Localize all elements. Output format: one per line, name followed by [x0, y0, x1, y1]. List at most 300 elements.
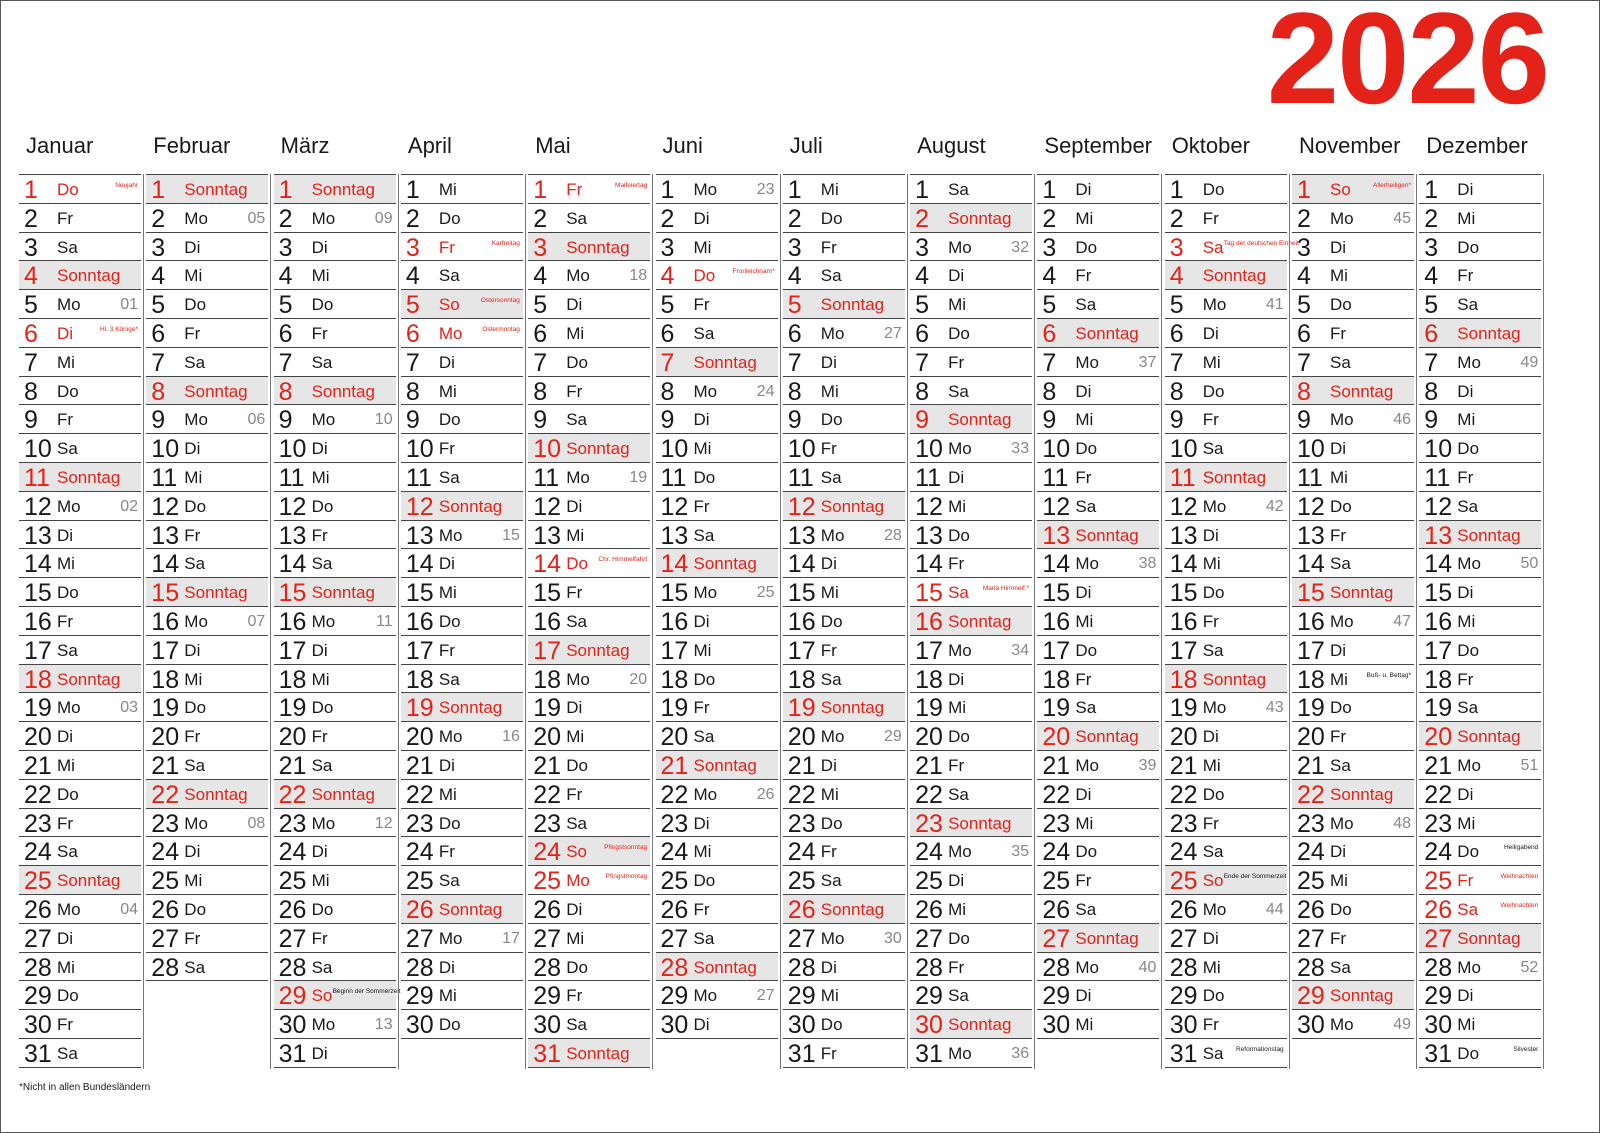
day-row[interactable] [910, 607, 1032, 636]
day-row[interactable] [528, 290, 650, 319]
day-row[interactable] [1037, 319, 1159, 348]
day-row[interactable] [910, 261, 1032, 290]
day-row[interactable] [401, 261, 523, 290]
day-row[interactable] [19, 981, 141, 1010]
day-row[interactable] [146, 837, 268, 866]
day-row[interactable] [146, 953, 268, 982]
day-row[interactable] [274, 405, 396, 434]
day-row[interactable] [1419, 204, 1541, 233]
day-row[interactable] [1292, 809, 1414, 838]
day-row[interactable] [1037, 636, 1159, 665]
day-row[interactable] [528, 751, 650, 780]
day-row[interactable] [656, 521, 778, 550]
day-row[interactable] [656, 607, 778, 636]
day-row[interactable] [1292, 837, 1414, 866]
day-row[interactable] [401, 434, 523, 463]
day-row[interactable] [1419, 290, 1541, 319]
day-row[interactable] [1037, 722, 1159, 751]
day-row[interactable] [656, 953, 778, 982]
day-row[interactable] [19, 924, 141, 953]
day-row[interactable] [146, 377, 268, 406]
day-row[interactable] [1292, 290, 1414, 319]
day-row[interactable] [1419, 809, 1541, 838]
day-row[interactable] [656, 751, 778, 780]
day-row[interactable] [401, 204, 523, 233]
day-row[interactable] [528, 348, 650, 377]
day-row[interactable] [528, 693, 650, 722]
day-row[interactable] [1419, 636, 1541, 665]
day-row[interactable] [146, 492, 268, 521]
day-row[interactable] [146, 693, 268, 722]
day-row[interactable] [146, 722, 268, 751]
day-row[interactable] [528, 492, 650, 521]
day-row[interactable] [1037, 549, 1159, 578]
day-row[interactable] [656, 636, 778, 665]
day-row[interactable] [910, 809, 1032, 838]
day-row[interactable] [1037, 175, 1159, 204]
day-row[interactable] [274, 837, 396, 866]
day-row[interactable] [1292, 578, 1414, 607]
day-row[interactable] [656, 463, 778, 492]
day-row[interactable] [401, 578, 523, 607]
day-row[interactable] [528, 1039, 650, 1068]
day-row[interactable] [1037, 895, 1159, 924]
day-row[interactable] [401, 319, 523, 348]
day-row[interactable] [1419, 492, 1541, 521]
day-row[interactable] [656, 665, 778, 694]
day-row[interactable] [146, 809, 268, 838]
day-row[interactable] [19, 953, 141, 982]
day-row[interactable] [1292, 549, 1414, 578]
day-row[interactable] [19, 261, 141, 290]
day-row[interactable] [528, 319, 650, 348]
day-row[interactable] [146, 204, 268, 233]
day-row[interactable] [1292, 722, 1414, 751]
day-row[interactable] [19, 405, 141, 434]
day-row[interactable] [274, 809, 396, 838]
day-row[interactable] [656, 204, 778, 233]
day-row[interactable] [656, 348, 778, 377]
day-row[interactable] [783, 1010, 905, 1039]
day-row[interactable] [1037, 405, 1159, 434]
day-row[interactable] [19, 348, 141, 377]
day-row[interactable] [783, 809, 905, 838]
day-row[interactable] [1419, 463, 1541, 492]
day-row[interactable] [1419, 981, 1541, 1010]
day-row[interactable] [19, 722, 141, 751]
day-row[interactable] [783, 405, 905, 434]
day-row[interactable] [656, 981, 778, 1010]
day-row[interactable] [910, 636, 1032, 665]
day-row[interactable] [1165, 463, 1287, 492]
day-row[interactable] [1292, 924, 1414, 953]
day-row[interactable] [1419, 578, 1541, 607]
day-row[interactable] [274, 636, 396, 665]
day-row[interactable] [528, 607, 650, 636]
day-row[interactable] [401, 722, 523, 751]
day-row[interactable] [1165, 377, 1287, 406]
day-row[interactable] [401, 924, 523, 953]
day-row[interactable] [19, 290, 141, 319]
day-row[interactable] [528, 837, 650, 866]
day-row[interactable] [1292, 348, 1414, 377]
day-row[interactable] [146, 405, 268, 434]
day-row[interactable] [146, 175, 268, 204]
day-row[interactable] [783, 693, 905, 722]
day-row[interactable] [274, 492, 396, 521]
day-row[interactable] [1292, 780, 1414, 809]
day-row[interactable] [274, 233, 396, 262]
day-row[interactable] [656, 722, 778, 751]
day-row[interactable] [19, 233, 141, 262]
day-row[interactable] [1292, 693, 1414, 722]
day-row[interactable] [783, 751, 905, 780]
day-row[interactable] [1419, 607, 1541, 636]
day-row[interactable] [401, 521, 523, 550]
day-row[interactable] [1419, 924, 1541, 953]
day-row[interactable] [910, 377, 1032, 406]
day-row[interactable] [656, 578, 778, 607]
day-row[interactable] [528, 204, 650, 233]
day-row[interactable] [783, 866, 905, 895]
day-row[interactable] [783, 348, 905, 377]
day-row[interactable] [1165, 175, 1287, 204]
day-row[interactable] [1292, 233, 1414, 262]
day-row[interactable] [656, 866, 778, 895]
day-row[interactable] [1419, 434, 1541, 463]
day-row[interactable] [783, 463, 905, 492]
day-row[interactable] [656, 895, 778, 924]
day-row[interactable] [1037, 377, 1159, 406]
day-row[interactable] [274, 866, 396, 895]
day-row[interactable] [19, 578, 141, 607]
day-row[interactable] [1165, 780, 1287, 809]
day-row[interactable] [528, 780, 650, 809]
day-row[interactable] [783, 1039, 905, 1068]
day-row[interactable] [1037, 463, 1159, 492]
day-row[interactable] [783, 953, 905, 982]
day-row[interactable] [146, 780, 268, 809]
day-row[interactable] [910, 463, 1032, 492]
day-row[interactable] [1037, 1010, 1159, 1039]
day-row[interactable] [19, 492, 141, 521]
day-row[interactable] [401, 377, 523, 406]
day-row[interactable] [1419, 233, 1541, 262]
day-row[interactable] [1165, 405, 1287, 434]
day-row[interactable] [401, 751, 523, 780]
day-row[interactable] [528, 405, 650, 434]
day-row[interactable] [528, 953, 650, 982]
day-row[interactable] [528, 175, 650, 204]
day-row[interactable] [1037, 290, 1159, 319]
day-row[interactable] [274, 348, 396, 377]
day-row[interactable] [19, 837, 141, 866]
day-row[interactable] [528, 578, 650, 607]
day-row[interactable] [274, 1039, 396, 1068]
day-row[interactable] [656, 175, 778, 204]
day-row[interactable] [1292, 261, 1414, 290]
day-row[interactable] [656, 780, 778, 809]
day-row[interactable] [1165, 1010, 1287, 1039]
day-row[interactable] [910, 924, 1032, 953]
day-row[interactable] [1037, 866, 1159, 895]
day-row[interactable] [1037, 693, 1159, 722]
day-row[interactable] [274, 578, 396, 607]
day-row[interactable] [1292, 1010, 1414, 1039]
day-row[interactable] [146, 463, 268, 492]
day-row[interactable] [146, 261, 268, 290]
day-row[interactable] [274, 895, 396, 924]
day-row[interactable] [1165, 636, 1287, 665]
day-row[interactable] [783, 521, 905, 550]
day-row[interactable] [783, 636, 905, 665]
day-row[interactable] [274, 204, 396, 233]
day-row[interactable] [146, 866, 268, 895]
day-row[interactable] [1165, 665, 1287, 694]
day-row[interactable] [1292, 463, 1414, 492]
day-row[interactable] [401, 953, 523, 982]
day-row[interactable] [528, 809, 650, 838]
day-row[interactable] [910, 665, 1032, 694]
day-row[interactable] [1037, 837, 1159, 866]
day-row[interactable] [1165, 204, 1287, 233]
day-row[interactable] [274, 981, 401, 1011]
day-row[interactable] [1037, 665, 1159, 694]
day-row[interactable] [19, 1039, 141, 1068]
day-row[interactable] [1419, 348, 1541, 377]
day-row[interactable] [783, 319, 905, 348]
day-row[interactable] [146, 549, 268, 578]
day-row[interactable] [783, 607, 905, 636]
day-row[interactable] [1165, 693, 1287, 722]
day-row[interactable] [19, 463, 141, 492]
day-row[interactable] [910, 953, 1032, 982]
day-row[interactable] [1419, 319, 1541, 348]
day-row[interactable] [1292, 434, 1414, 463]
day-row[interactable] [19, 1010, 141, 1039]
day-row[interactable] [401, 233, 523, 262]
day-row[interactable] [274, 434, 396, 463]
day-row[interactable] [1419, 837, 1541, 866]
day-row[interactable] [1165, 233, 1299, 262]
day-row[interactable] [528, 549, 650, 578]
day-row[interactable] [528, 924, 650, 953]
day-row[interactable] [783, 204, 905, 233]
day-row[interactable] [1419, 866, 1541, 895]
day-row[interactable] [910, 434, 1032, 463]
day-row[interactable] [783, 924, 905, 953]
day-row[interactable] [1165, 1039, 1287, 1068]
day-row[interactable] [19, 549, 141, 578]
day-row[interactable] [783, 895, 905, 924]
day-row[interactable] [1419, 895, 1541, 924]
day-row[interactable] [146, 233, 268, 262]
day-row[interactable] [401, 405, 523, 434]
day-row[interactable] [19, 204, 141, 233]
day-row[interactable] [783, 549, 905, 578]
day-row[interactable] [910, 722, 1032, 751]
day-row[interactable] [656, 434, 778, 463]
day-row[interactable] [910, 521, 1032, 550]
day-row[interactable] [783, 780, 905, 809]
day-row[interactable] [656, 377, 778, 406]
day-row[interactable] [1419, 665, 1541, 694]
day-row[interactable] [1419, 722, 1541, 751]
day-row[interactable] [19, 521, 141, 550]
day-row[interactable] [19, 434, 141, 463]
day-row[interactable] [19, 693, 141, 722]
day-row[interactable] [1419, 751, 1541, 780]
day-row[interactable] [910, 319, 1032, 348]
day-row[interactable] [1165, 924, 1287, 953]
day-row[interactable] [146, 578, 268, 607]
day-row[interactable] [1292, 521, 1414, 550]
day-row[interactable] [1292, 175, 1414, 204]
day-row[interactable] [1292, 665, 1414, 694]
day-row[interactable] [1419, 1039, 1541, 1068]
day-row[interactable] [401, 837, 523, 866]
day-row[interactable] [1292, 895, 1414, 924]
day-row[interactable] [1037, 953, 1159, 982]
day-row[interactable] [656, 261, 778, 290]
day-row[interactable] [1165, 319, 1287, 348]
day-row[interactable] [274, 261, 396, 290]
day-row[interactable] [656, 492, 778, 521]
day-row[interactable] [528, 463, 650, 492]
day-row[interactable] [1037, 780, 1159, 809]
day-row[interactable] [146, 348, 268, 377]
day-row[interactable] [19, 780, 141, 809]
day-row[interactable] [656, 924, 778, 953]
day-row[interactable] [1292, 405, 1414, 434]
day-row[interactable] [1165, 492, 1287, 521]
day-row[interactable] [1165, 866, 1287, 895]
day-row[interactable] [19, 809, 141, 838]
day-row[interactable] [1037, 607, 1159, 636]
day-row[interactable] [528, 377, 650, 406]
day-row[interactable] [783, 233, 905, 262]
day-row[interactable] [656, 809, 778, 838]
day-row[interactable] [274, 319, 396, 348]
day-row[interactable] [1419, 377, 1541, 406]
day-row[interactable] [146, 895, 268, 924]
day-row[interactable] [1165, 895, 1287, 924]
day-row[interactable] [1292, 204, 1414, 233]
day-row[interactable] [910, 780, 1032, 809]
day-row[interactable] [1419, 175, 1541, 204]
day-row[interactable] [1165, 549, 1287, 578]
day-row[interactable] [401, 895, 523, 924]
day-row[interactable] [1165, 751, 1287, 780]
day-row[interactable] [783, 492, 905, 521]
day-row[interactable] [1292, 492, 1414, 521]
day-row[interactable] [274, 607, 396, 636]
day-row[interactable] [19, 175, 141, 204]
day-row[interactable] [1419, 549, 1541, 578]
day-row[interactable] [1292, 953, 1414, 982]
day-row[interactable] [1037, 261, 1159, 290]
day-row[interactable] [1165, 290, 1287, 319]
day-row[interactable] [1165, 578, 1287, 607]
day-row[interactable] [1165, 348, 1287, 377]
day-row[interactable] [401, 866, 523, 895]
day-row[interactable] [19, 377, 141, 406]
day-row[interactable] [910, 233, 1032, 262]
day-row[interactable] [19, 866, 141, 895]
day-row[interactable] [274, 290, 396, 319]
day-row[interactable] [528, 895, 650, 924]
day-row[interactable] [910, 549, 1032, 578]
day-row[interactable] [1292, 636, 1414, 665]
day-row[interactable] [910, 492, 1032, 521]
day-row[interactable] [19, 319, 141, 348]
day-row[interactable] [656, 1010, 778, 1039]
day-row[interactable] [656, 319, 778, 348]
day-row[interactable] [783, 175, 905, 204]
day-row[interactable] [1037, 924, 1159, 953]
day-row[interactable] [910, 290, 1032, 319]
day-row[interactable] [274, 521, 396, 550]
day-row[interactable] [146, 319, 268, 348]
day-row[interactable] [146, 665, 268, 694]
day-row[interactable] [274, 780, 396, 809]
day-row[interactable] [783, 434, 905, 463]
day-row[interactable] [910, 204, 1032, 233]
day-row[interactable] [910, 578, 1032, 607]
day-row[interactable] [401, 665, 523, 694]
day-row[interactable] [401, 348, 523, 377]
day-row[interactable] [783, 837, 905, 866]
day-row[interactable] [910, 981, 1032, 1010]
day-row[interactable] [656, 233, 778, 262]
day-row[interactable] [1165, 837, 1287, 866]
day-row[interactable] [910, 693, 1032, 722]
day-row[interactable] [656, 693, 778, 722]
day-row[interactable] [1292, 751, 1414, 780]
day-row[interactable] [1165, 261, 1287, 290]
day-row[interactable] [1037, 434, 1159, 463]
day-row[interactable] [1037, 578, 1159, 607]
day-row[interactable] [1419, 261, 1541, 290]
day-row[interactable] [910, 895, 1032, 924]
day-row[interactable] [146, 607, 268, 636]
day-row[interactable] [274, 924, 396, 953]
day-row[interactable] [528, 521, 650, 550]
day-row[interactable] [528, 981, 650, 1010]
day-row[interactable] [1165, 809, 1287, 838]
day-row[interactable] [1419, 780, 1541, 809]
day-row[interactable] [1165, 434, 1287, 463]
day-row[interactable] [146, 751, 268, 780]
day-row[interactable] [1292, 607, 1414, 636]
day-row[interactable] [19, 636, 141, 665]
day-row[interactable] [1419, 1010, 1541, 1039]
day-row[interactable] [1037, 233, 1159, 262]
day-row[interactable] [401, 981, 523, 1010]
day-row[interactable] [910, 751, 1032, 780]
day-row[interactable] [274, 751, 396, 780]
day-row[interactable] [146, 636, 268, 665]
day-row[interactable] [274, 693, 396, 722]
day-row[interactable] [910, 175, 1032, 204]
day-row[interactable] [656, 290, 778, 319]
day-row[interactable] [783, 665, 905, 694]
day-row[interactable] [910, 405, 1032, 434]
day-row[interactable] [401, 175, 523, 204]
day-row[interactable] [146, 290, 268, 319]
day-row[interactable] [1165, 981, 1287, 1010]
day-row[interactable] [783, 722, 905, 751]
